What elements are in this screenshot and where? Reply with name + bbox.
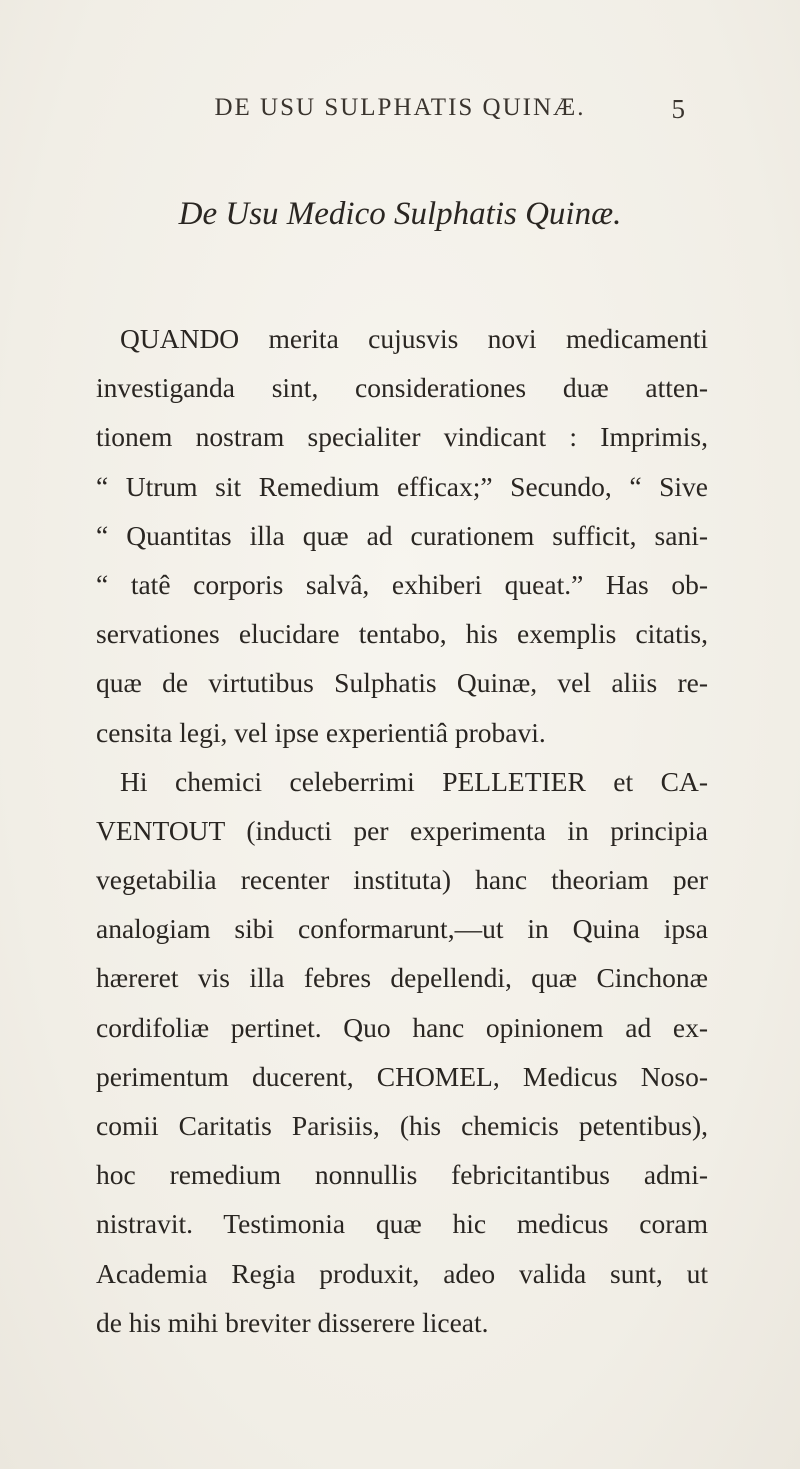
text-line: investiganda sint, considerationes duæ atten- [96, 372, 708, 404]
text-line: hæreret vis illa febres depellendi, quæ Cinchonæ [96, 962, 708, 994]
text-line: “ Utrum sit Remedium efficax;” Secundo, “ Sive [96, 470, 708, 502]
text-line: quæ de virtutibus Sulphatis Quinæ, vel aliis re- [96, 667, 708, 699]
text-line: perimentum ducerent, CHOMEL, Medicus Noso- [96, 1060, 708, 1092]
text-line: tionem nostram specialiter vindicant : Imprimis, [96, 421, 708, 453]
page-number: 5 [671, 94, 685, 124]
running-head [0, 94, 800, 134]
text-line: de his mihi breviter disserere liceat. [96, 1306, 489, 1338]
body-text [96, 314, 708, 1347]
text-line: QUANDO merita cujusvis novi medicamenti [120, 323, 708, 354]
text-line: cordifoliæ pertinet. Quo hanc opinionem ad ex- [96, 1011, 708, 1043]
text-line: “ tatê corporis salvâ, exhiberi queat.” Has ob- [96, 568, 708, 600]
text-line: “ Quantitas illa quæ ad curationem sufficit, sani- [96, 519, 708, 551]
text-line: analogiam sibi conformarunt,—ut in Quina ipsa [96, 913, 708, 945]
text-line: Hi chemici celeberrimi PELLETIER et CA- [120, 765, 708, 797]
running-title: DE USU SULPHATIS QUINÆ. [214, 94, 586, 121]
text-line: comii Caritatis Parisiis, (his chemicis petentibus), [96, 1110, 708, 1141]
text-line: Academia Regia produxit, adeo valida sunt, ut [96, 1257, 708, 1289]
text-line: censita legi, vel ipse experientiâ probavi. [96, 716, 546, 748]
text-line: nistravit. Testimonia quæ hic medicus coram [96, 1208, 708, 1240]
text-line: vegetabilia recenter instituta) hanc theoriam per [96, 864, 708, 896]
text-line: hoc remedium nonnullis febricitantibus admi- [96, 1159, 708, 1191]
text-line: servationes elucidare tentabo, his exemplis citatis, [96, 618, 708, 650]
text-line: VENTOUT (inducti per experimenta in principia [96, 814, 708, 846]
section-title: De Usu Medico Sulphatis Quinæ. [178, 196, 622, 232]
